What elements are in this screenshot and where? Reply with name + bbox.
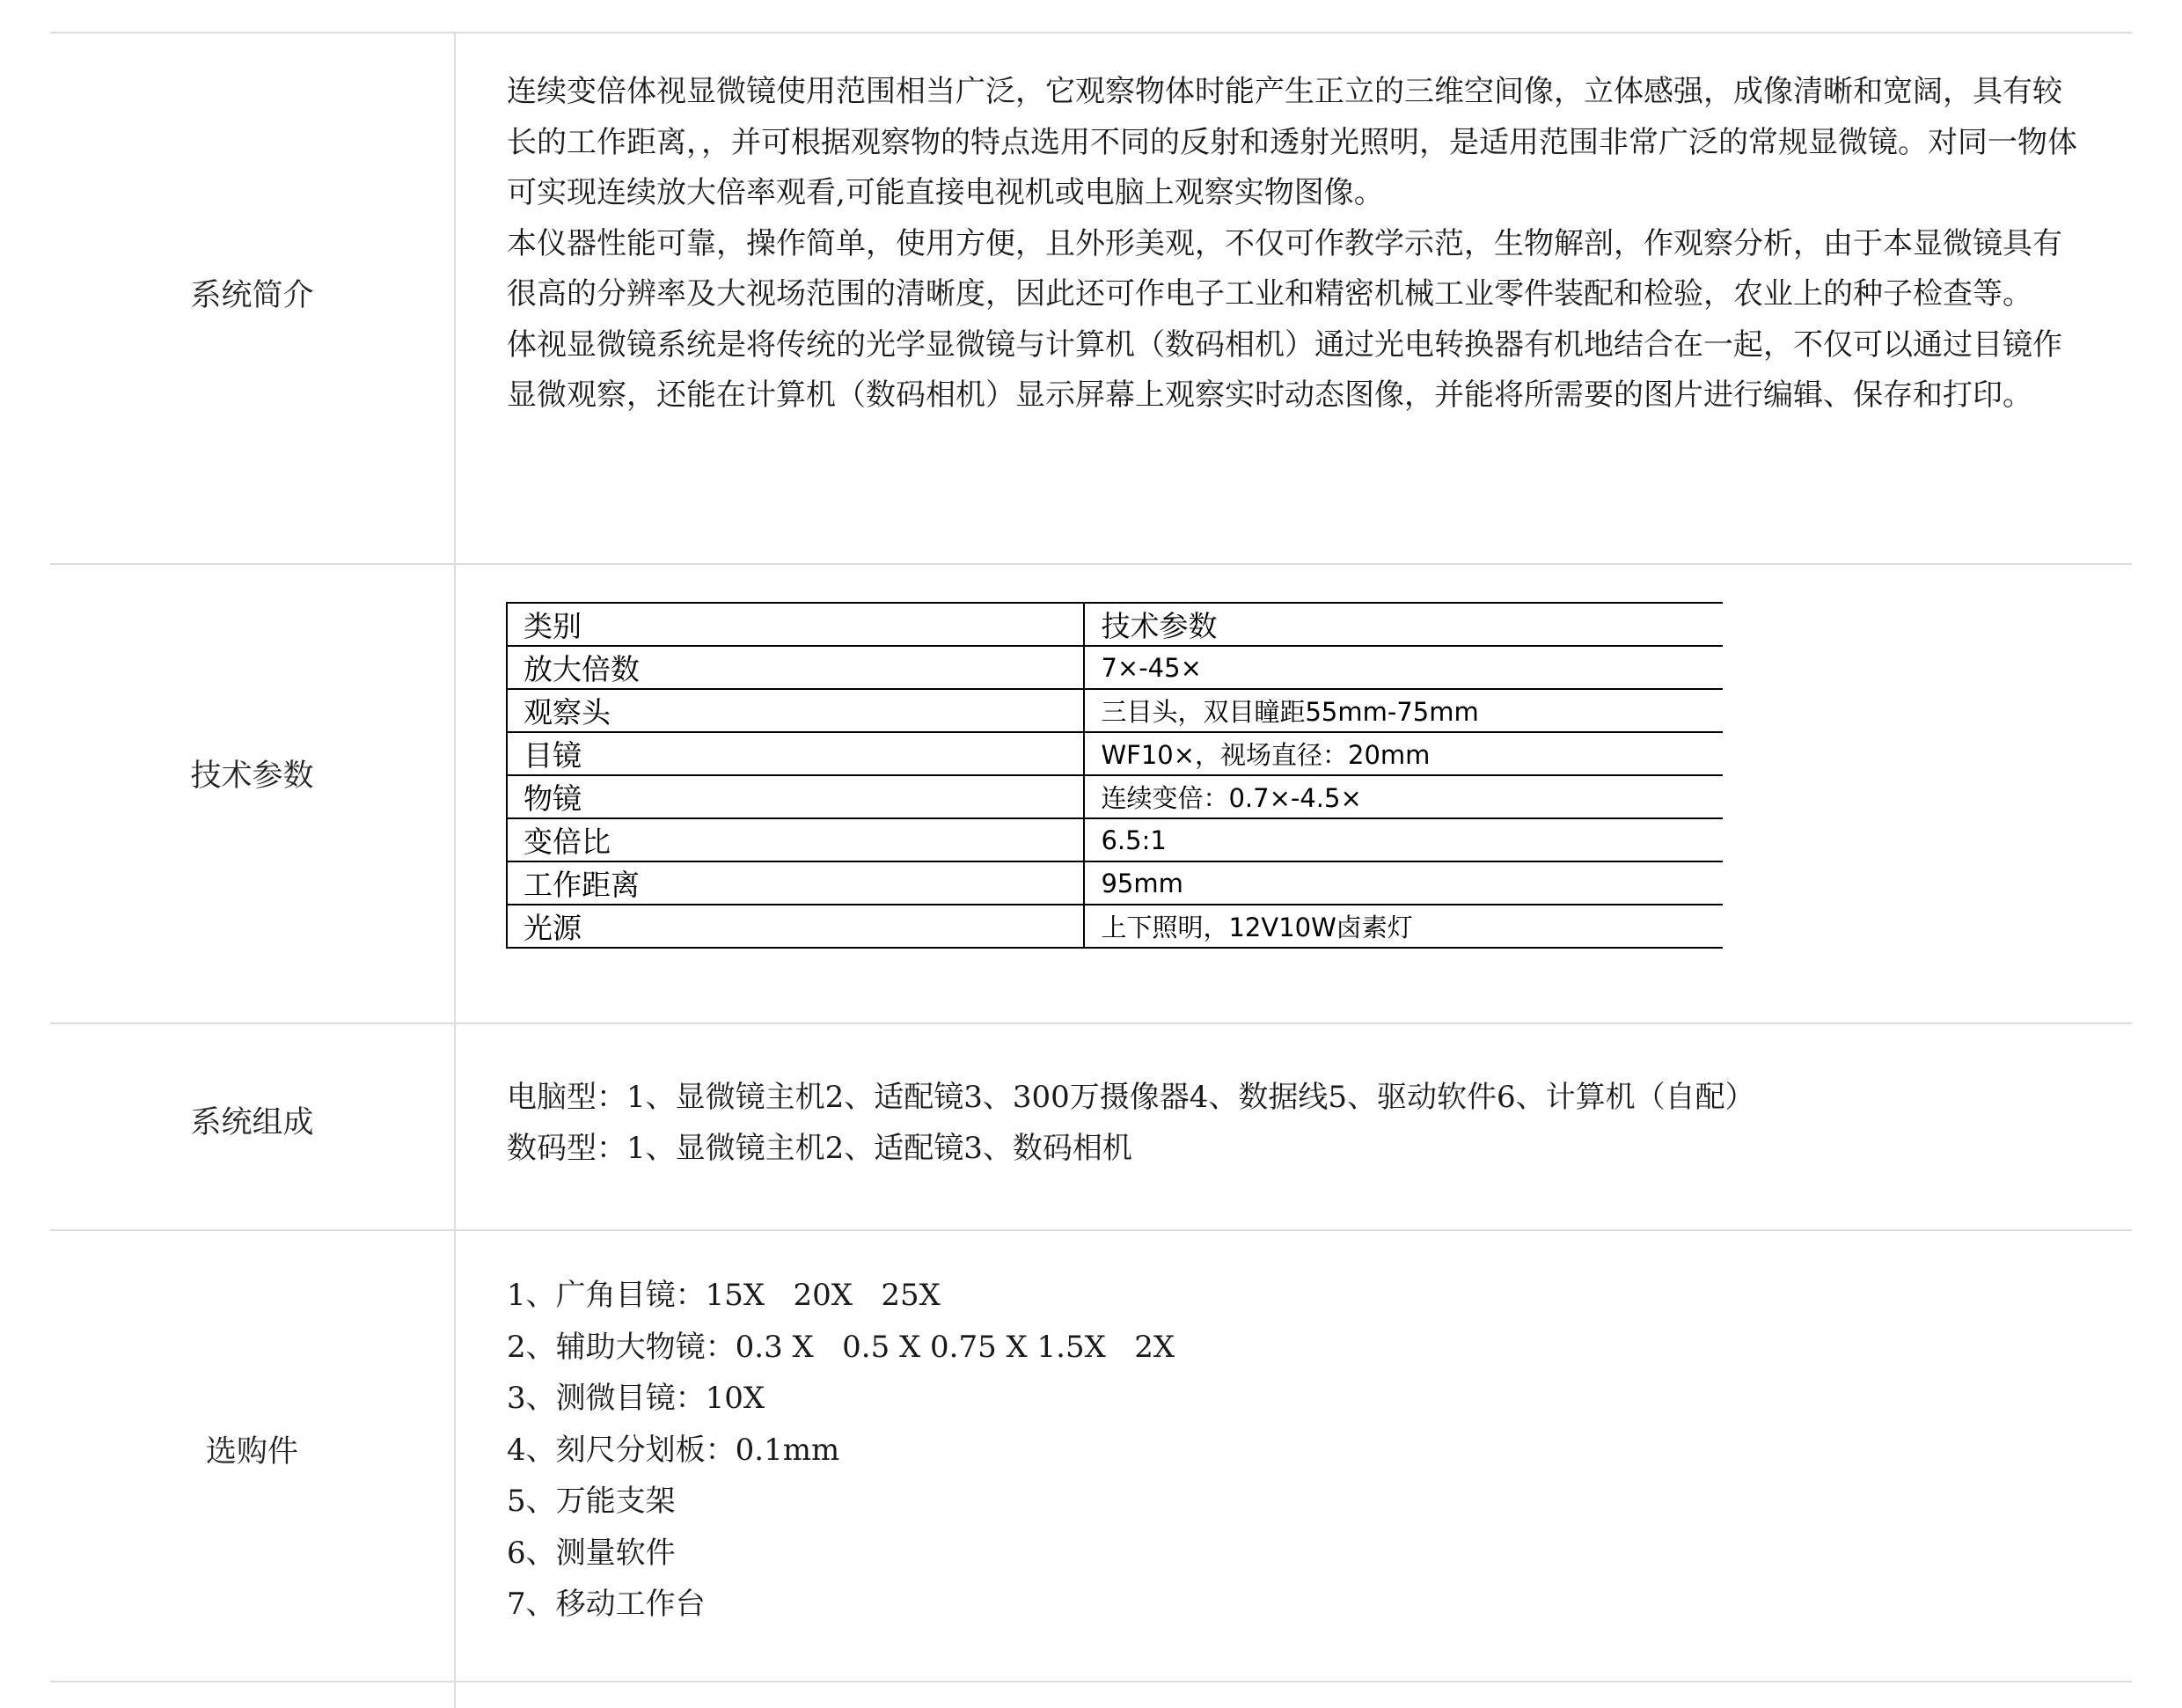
spec-value-cell: 上下照明，12V10W卤素灯 — [1084, 905, 1723, 948]
list-item: 2、辅助大物镜：0.3 X 0.5 X 0.75 X 1.5X 2X — [507, 1329, 1175, 1365]
optional-parts-list — [507, 1270, 1175, 1631]
composition-list — [507, 1072, 1755, 1174]
spec-value-cell: 6.5:1 — [1084, 818, 1723, 861]
intro-paragraph: 连续变倍体视显微镜使用范围相当广泛，它观察物体时能产生正立的三维空间像，立体感强，成像清晰和宽阔，具有较长的工作距离，，并可根据观察物的特点选用不同的反射和透射光照明，是适用范围非常广泛的常规显微镜。对同一物体可实现连续放大倍率观看,可能直接电视机或电脑上观察实物图像。 — [507, 74, 2077, 210]
spec-header-category: 类别 — [507, 603, 1084, 646]
spec-category-cell: 工作距离 — [507, 861, 1084, 905]
table-row — [507, 646, 1723, 689]
list-item: 4、刻尺分划板：0.1mm — [507, 1432, 840, 1468]
spec-value-cell: WF10×，视场直径：20mm — [1084, 732, 1723, 775]
table-row — [507, 732, 1723, 775]
table-row — [507, 861, 1723, 905]
spec-table — [506, 602, 1723, 949]
spec-value-cell: 连续变倍：0.7×-4.5× — [1084, 775, 1723, 818]
row-label-specs: 技术参数 — [190, 759, 314, 794]
row-divider — [50, 1229, 2132, 1231]
intro-paragraph: 体视显微镜系统是将传统的光学显微镜与计算机（数码相机）通过光电转换器有机地结合在一起，不仅可以通过目镜作显微观察，还能在计算机（数码相机）显示屏幕上观察实时动态图像，并能将所需要的图片进行编辑、保存和打印。 — [507, 326, 2062, 413]
row-divider — [50, 1023, 2132, 1024]
list-item: 6、测量软件 — [507, 1535, 676, 1571]
row-divider — [50, 563, 2132, 565]
row-divider — [50, 1681, 2132, 1682]
spec-category-cell: 变倍比 — [507, 818, 1084, 861]
row-divider — [50, 32, 2132, 33]
spec-category-cell: 物镜 — [507, 775, 1084, 818]
table-row — [507, 775, 1723, 818]
spec-value-cell: 95mm — [1084, 861, 1723, 905]
spec-header-value: 技术参数 — [1084, 603, 1723, 646]
spec-category-cell: 目镜 — [507, 732, 1084, 775]
spec-value-cell: 三目头，双目瞳距55mm-75mm — [1084, 689, 1723, 732]
intro-text — [507, 67, 2082, 422]
list-item: 数码型：1、显微镜主机2、适配镜3、数码相机 — [507, 1131, 1132, 1166]
list-item: 1、广角目镜：15X 20X 25X — [507, 1278, 941, 1313]
spec-category-cell: 观察头 — [507, 689, 1084, 732]
intro-paragraph: 本仪器性能可靠，操作简单，使用方便，且外形美观，不仅可作教学示范，生物解剖，作观察分析，由于本显微镜具有 很高的分辨率及大视场范围的清晰度，因此还可作电子工业和精密机械工业零件装配和检验，农业上的种子检查等。 — [507, 225, 2062, 312]
list-item: 3、测微目镜：10X — [507, 1381, 765, 1416]
list-item: 7、移动工作台 — [507, 1587, 706, 1622]
table-row — [507, 818, 1723, 861]
spec-value-cell: 7×-45× — [1084, 646, 1723, 689]
column-divider — [454, 32, 456, 1708]
row-label-composition: 系统组成 — [190, 1105, 314, 1140]
spec-category-cell: 放大倍数 — [507, 646, 1084, 689]
spec-table-header — [507, 603, 1723, 646]
table-row — [507, 689, 1723, 732]
spec-category-cell: 光源 — [507, 905, 1084, 948]
table-row — [507, 905, 1723, 948]
list-item: 电脑型：1、显微镜主机2、适配镜3、300万摄像器4、数据线5、驱动软件6、计算机（自配） — [507, 1080, 1755, 1115]
row-label-optional-parts: 选购件 — [205, 1434, 298, 1470]
row-label-intro: 系统简介 — [190, 278, 314, 313]
list-item: 5、万能支架 — [507, 1484, 676, 1519]
